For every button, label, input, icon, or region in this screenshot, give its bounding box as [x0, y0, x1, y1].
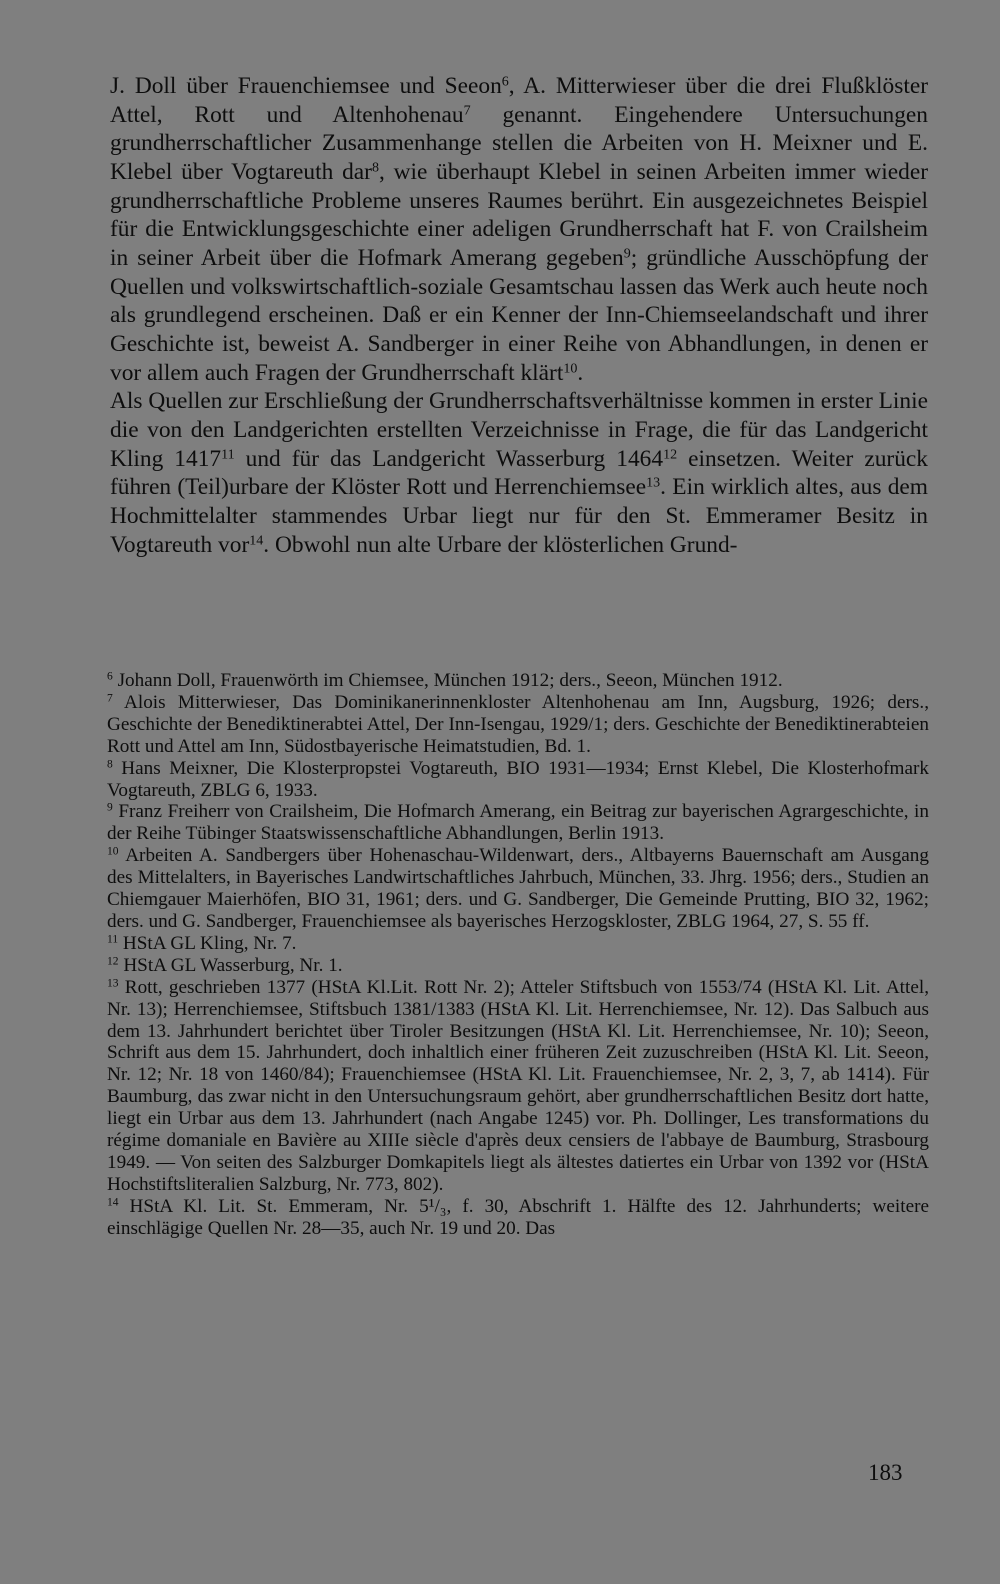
paragraph — [110, 387, 928, 559]
footnote-text: HStA GL Wasserburg, Nr. 1. — [118, 954, 343, 976]
footnote-ref: 13 — [646, 474, 661, 491]
text-run: ; gründliche Ausschöpfung der Quellen und volkswirtschaftlich-soziale Gesamtschau lassen das Werk auch heute noch als grundlegend erscheinen. Daß er ein Kenner der Inn-Chiemseelandschaft und ihrer Geschichte ist, beweist A. Sandberger in einer Reihe von Abhandlungen, in denen er vor allem auch Fragen der Grundherrschaft klärt — [110, 244, 929, 386]
footnote-number: 14 — [107, 1196, 119, 1209]
text-run: . — [577, 359, 584, 386]
footnote-ref: 8 — [371, 159, 379, 176]
footnote-text: Alois Mitterwieser, Das Dominikanerinnenkloster Altenhohenau am Inn, Augsburg, 1926; ders., Geschichte der Benediktinerabtei Attel, Der Inn-Isengau, 1929/1; ders. Geschichte der Benediktinerabteien Rott und Attel am Inn, Südostbayerische Heimatstudien, Bd. 1. — [107, 691, 929, 757]
text-run: . Ein wirklich altes, aus dem Hochmittelalter stammendes Urbar liegt nur für den St. Emmeramer Besitz in Vogtareuth vor — [110, 474, 928, 558]
footnote-ref: 9 — [623, 245, 631, 262]
footnote-ref: 14 — [249, 531, 264, 548]
footnote — [107, 977, 929, 1196]
footnote — [107, 933, 929, 955]
footnote — [107, 692, 929, 758]
footnote-text: Johann Doll, Frauenwörth im Chiemsee, München 1912; ders., Seeon, München 1912. — [112, 670, 783, 691]
footnote-number: 10 — [107, 845, 119, 858]
footnote-text: HStA Kl. Lit. St. Emmeram, Nr. 5¹/₃, f. 30, Abschrift 1. Hälfte des 12. Jahrhunderts; weitere einschlägige Quellen Nr. 28—35, auch Nr. 19 und 20. Das — [107, 1195, 929, 1239]
footnote-number: 6 — [107, 670, 113, 683]
footnote-number: 8 — [107, 758, 113, 771]
footnote — [107, 670, 929, 692]
footnote — [107, 955, 929, 977]
text-run: genannt. Eingehendere Untersuchungen grundherrschaftlicher Zusammenhange stellen die Arbeiten von H. Meixner und E. Klebel über Vogtareuth dar — [110, 101, 928, 185]
text-run: . Obwohl nun alte Urbare der klösterlichen Grund- — [263, 531, 738, 558]
footnote-text: Hans Meixner, Die Klosterpropstei Vogtareuth, BIO 1931—1934; Ernst Klebel, Die Klosterhofmark Vogtareuth, ZBLG 6, 1933. — [107, 757, 929, 801]
footnote-number: 13 — [107, 977, 119, 990]
footnotes-section — [107, 670, 929, 1240]
footnote-ref: 6 — [501, 73, 509, 90]
footnote — [107, 1196, 929, 1240]
text-run: , A. Mitterwieser über die drei Flußklöster Attel, Rott und Altenhohenau — [110, 73, 928, 128]
footnote — [107, 801, 929, 845]
footnote-text: Franz Freiherr von Crailsheim, Die Hofmarch Amerang, ein Beitrag zur bayerischen Agrargeschichte, in der Reihe Tübinger Staatswissenschaftliche Abhandlungen, Berlin 1913. — [107, 801, 929, 845]
footnote-ref: 10 — [563, 359, 578, 376]
footnote-text: HStA GL Kling, Nr. 7. — [118, 932, 297, 954]
footnote-text: Arbeiten A. Sandbergers über Hohenaschau-Wildenwart, ders., Altbayerns Bauernschaft am Ausgang des Mittelalters, in Bayerisches Landwirtschaftliches Jahrbuch, München, 33. Jhrg. 1956; ders., Studien an Chiemgauer Maierhöfen, BIO 31, 1961; ders. und G. Sandberger, Die Gemeinde Prutting, BIO 32, 1962; ders. und G. Sandberger, Frauenchiemsee als bayerisches Herzogskloster, ZBLG 1964, 27, S. 55 ff. — [107, 845, 929, 932]
footnote-text: Rott, geschrieben 1377 (HStA Kl.Lit. Rott Nr. 2); Atteler Stiftsbuch von 1553/74 (HStA Kl. Lit. Attel, Nr. 13); Herrenchiemsee, Stiftsbuch 1381/1383 (HStA Kl. Lit. Herrenchiemsee, Nr. 12). Das Salbuch aus dem 13. Jahrhundert berichtet über Tiroler Besitzungen (HStA Kl. Lit. Herrenchiemsee, Nr. 10); Seeon, Schrift aus dem 15. Jahrhundert, doch inhaltlich einer früheren Zeit zuzuschreiben (HStA Kl. Lit. Seeon, Nr. 12; Nr. 18 von 1460/84); Frauenchiemsee (HStA Kl. Lit. Frauenchiemsee, Nr. 2, 3, 7, ab 1414). Für Baumburg, das zwar nicht in den Untersuchungsraum gehört, aber grundherrschaftlichen Besitz dort hatte, liegt ein Urbar aus dem 13. Jahrhundert (nach Angabe 1245) vor. Ph. Dollinger, Les transformations du régime domaniale en Bavière au XIIIe siècle d'après deux censiers de l'abbaye de Baumburg, Strasbourg 1949. — Von seiten des Salzburger Domkapitels liegt als ältestes datiertes ein Urbar von 1392 vor (HStA Hochstiftsliteralien Salzburg, Nr. 773, 802). — [107, 976, 929, 1195]
footnote — [107, 758, 929, 802]
footnote-number: 11 — [107, 933, 119, 946]
text-run: einsetzen. Weiter zurück führen (Teil)urbare der Klöster Rott und Herrenchiemsee — [110, 445, 928, 501]
footnote-ref: 12 — [663, 445, 678, 462]
footnote-ref: 7 — [463, 101, 471, 118]
text-run: , wie überhaupt Klebel in seinen Arbeiten immer wieder grundherrschaftliche Probleme unseres Raumes berührt. Ein ausgezeichnetes Beispiel für die Entwicklungsgeschichte einer adeligen Grundherrschaft hat F. von Crailsheim in seiner Arbeit über die Hofmark Amerang gegeben — [110, 158, 929, 271]
text-run: J. Doll über Frauenchiemsee und Seeon — [110, 73, 502, 99]
text-run: Als Quellen zur Erschließung der Grundherrschaftsverhältnisse kommen in erster Linie die von den Landgerichten erstellten Verzeichnisse in Frage, die für das Landgericht Kling 1417 — [110, 388, 928, 472]
footnote-ref: 11 — [221, 445, 235, 462]
page-number: 183 — [868, 1460, 903, 1485]
footnote-number: 7 — [107, 692, 113, 705]
text-run: und für das Landgericht Wasserburg 1464 — [234, 445, 664, 472]
footnote — [107, 845, 929, 933]
footnote-number: 12 — [107, 955, 119, 968]
paragraph — [110, 72, 928, 387]
main-text — [110, 72, 928, 559]
footnote-number: 9 — [107, 802, 113, 815]
